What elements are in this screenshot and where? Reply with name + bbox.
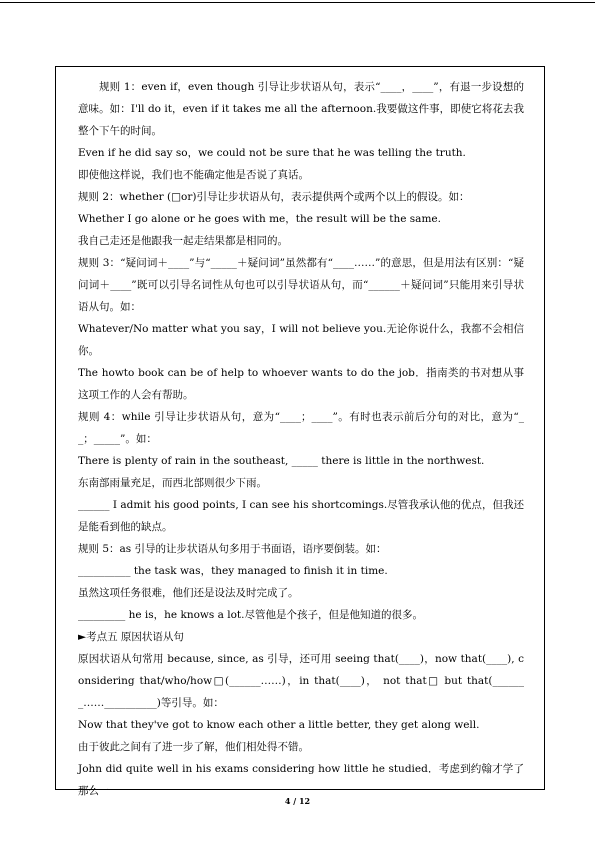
content-box — [55, 66, 545, 797]
paragraph-example-zh: 即使他这样说，我们也不能确定他是否说了真话。 — [78, 169, 309, 181]
paragraph-example-en: Whether I go alone or he goes with me，the result will be the same. — [78, 213, 441, 225]
paragraph-example: Whatever/No matter what you say，I will not believe you.无论你说什么，我都不会相信你。 — [78, 323, 524, 357]
paragraph-rule-2: 规则 2：whether (□or)引导让步状语从句，表示提供两个或两个以上的假设。如： — [78, 191, 470, 203]
paragraph-rule-3: 规则 3：“疑问词＋____”与“_____＋疑问词”虽然都有“____……”的意思，但是用法有区别：“疑问词＋____”既可以引导名词性从句也可以引导状语从句，而“______＋疑问词”只能用来引导状语从句。如： — [78, 257, 524, 313]
section-heading: ►考点五 原因状语从句 — [78, 631, 184, 643]
paragraph-example: ______ I admit his good points, I can see his shortcomings.尽管我承认他的优点，但我还是能看到他的缺点。 — [78, 499, 524, 533]
header-rule — [0, 2, 595, 3]
paragraph-example-en: Now that they've got to know each other a little better, they get along well. — [78, 719, 480, 731]
document-body — [78, 76, 524, 802]
paragraph-rule-4: 规则 4：while 引导让步状语从句，意为“____；____”。有时也表示前后分句的对比，意为“__；_____”。如： — [78, 411, 524, 445]
paragraph-example-zh: 由于彼此之间有了进一步了解，他们相处得不错。 — [78, 741, 309, 753]
paragraph-example-zh: 虽然这项任务很难，他们还是设法及时完成了。 — [78, 587, 299, 599]
paragraph-example: _________ he is，he knows a lot.尽管他是个孩子，但是他知道的很多。 — [78, 609, 423, 621]
paragraph-example-en: Even if he did say so，we could not be sure that he was telling the truth. — [78, 147, 466, 159]
paragraph-example: The howto book can be of help to whoever wants to do the job．指南类的书对想从事这项工作的人会有帮助。 — [78, 367, 524, 401]
paragraph-example-zh: 我自己走还是他跟我一起走结果都是相同的。 — [78, 235, 288, 247]
page-number: 4 / 12 — [284, 796, 311, 806]
paragraph-example-zh: 东南部雨量充足，而西北部则很少下雨。 — [78, 477, 267, 489]
paragraph-rule-1: 规则 1：even if，even though 引导让步状语从句，表示“____，____”，有退一步设想的意味。如：I'll do it，even if it takes me all the afternoon.我要做这件事，即使它将花去我整个下午的时间。 — [78, 81, 524, 137]
paragraph-example-en: __________ the task was，they managed to finish it in time. — [78, 565, 388, 577]
paragraph-example: John did quite well in his exams considering how little he studied．考虑到约翰才学了那么一 — [78, 763, 524, 797]
paragraph-cause-intro: 原因状语从句常用 because, since, as 引导，还可用 seeing that(____)，now that(____), considering that/who/how□(______……)，in that(____)， not that□ but that(_______……__________)等引导。如： — [78, 653, 524, 709]
paragraph-example-en: There is plenty of rain in the southeast, _____ there is little in the northwest. — [78, 455, 485, 467]
paragraph-rule-5: 规则 5：as 引导的让步状语从句多用于书面语，语序要倒装。如： — [78, 543, 387, 555]
